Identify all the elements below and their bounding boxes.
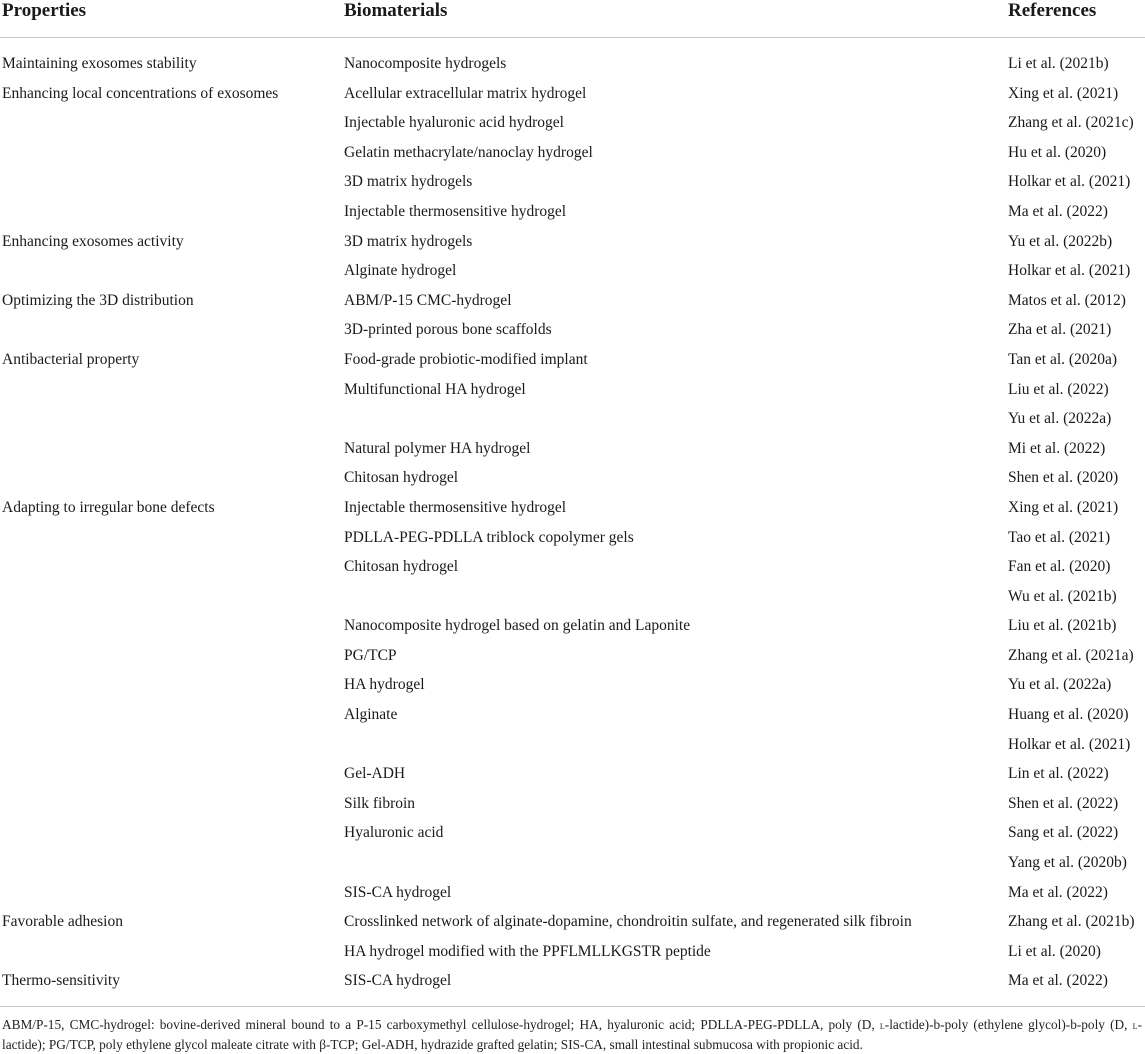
biomaterial-cell: HA hydrogel bbox=[344, 676, 425, 694]
biomaterial-cell: Alginate hydrogel bbox=[344, 262, 457, 280]
table-row bbox=[0, 583, 1145, 613]
table-row bbox=[0, 612, 1145, 642]
footnote-part-1: ABM/P-15, CMC-hydrogel: bovine-derived mineral bound to a P-15 carboxymethyl cellulose-hydrogel; HA, hyaluronic acid; PDLLA-PEG-PDLLA, poly (D, bbox=[2, 1017, 880, 1032]
table-row bbox=[0, 405, 1145, 435]
table-row bbox=[0, 790, 1145, 820]
biomaterial-cell: Alginate bbox=[344, 706, 398, 724]
table-row bbox=[0, 257, 1145, 287]
reference-cell: Zhang et al. (2021c) bbox=[1008, 114, 1134, 132]
biomaterial-cell: Multifunctional HA hydrogel bbox=[344, 380, 526, 398]
biomaterial-cell: Chitosan hydrogel bbox=[344, 469, 459, 487]
reference-cell: Xing et al. (2021) bbox=[1008, 498, 1119, 516]
reference-cell: Huang et al. (2020) bbox=[1008, 706, 1129, 724]
table-row bbox=[0, 464, 1145, 494]
biomaterial-cell: 3D matrix hydrogels bbox=[344, 232, 473, 250]
reference-cell: Holkar et al. (2021) bbox=[1008, 735, 1131, 753]
biomaterial-cell: Nanocomposite hydrogel based on gelatin and Laponite bbox=[344, 617, 691, 635]
reference-cell: Ma et al. (2022) bbox=[1008, 883, 1108, 901]
property-cell: Maintaining exosomes stability bbox=[2, 55, 197, 72]
biomaterial-cell: 3D matrix hydrogels bbox=[344, 173, 473, 191]
reference-cell: Wu et al. (2021b) bbox=[1008, 587, 1117, 605]
biomaterial-cell: Gelatin methacrylate/nanoclay hydrogel bbox=[344, 143, 593, 161]
reference-cell: Matos et al. (2012) bbox=[1008, 291, 1126, 309]
reference-cell: Mi et al. (2022) bbox=[1008, 439, 1106, 457]
reference-cell: Li et al. (2020) bbox=[1008, 942, 1101, 960]
table-row bbox=[0, 701, 1145, 731]
table-body bbox=[0, 50, 1145, 997]
biomaterial-cell: Food-grade probiotic-modified implant bbox=[344, 350, 588, 368]
biomaterial-cell: Injectable hyaluronic acid hydrogel bbox=[344, 114, 564, 132]
table-row bbox=[0, 376, 1145, 406]
table-row bbox=[0, 139, 1145, 169]
reference-cell: Yu et al. (2022a) bbox=[1008, 410, 1112, 428]
reference-cell: Hu et al. (2020) bbox=[1008, 143, 1107, 161]
biomaterial-cell: 3D-printed porous bone scaffolds bbox=[344, 321, 552, 339]
table-row bbox=[0, 198, 1145, 228]
reference-cell: Fan et al. (2020) bbox=[1008, 558, 1111, 576]
table-row bbox=[0, 731, 1145, 761]
table-row bbox=[0, 938, 1145, 968]
table-row bbox=[0, 109, 1145, 139]
reference-cell: Li et al. (2021b) bbox=[1008, 55, 1109, 72]
table-row bbox=[0, 819, 1145, 849]
header-properties: Properties bbox=[2, 0, 87, 21]
reference-cell: Yu et al. (2022b) bbox=[1008, 232, 1113, 250]
biomaterial-cell: SIS-CA hydrogel bbox=[344, 972, 452, 990]
reference-cell: Liu et al. (2022) bbox=[1008, 380, 1109, 398]
header-references: References bbox=[1008, 0, 1097, 21]
table-row bbox=[0, 168, 1145, 198]
reference-cell: Lin et al. (2022) bbox=[1008, 765, 1109, 783]
property-cell: Favorable adhesion bbox=[2, 913, 123, 931]
table-footnote bbox=[2, 1015, 1142, 1054]
reference-cell: Sang et al. (2022) bbox=[1008, 824, 1119, 842]
table-row bbox=[0, 760, 1145, 790]
reference-cell: Ma et al. (2022) bbox=[1008, 972, 1108, 990]
biomaterial-cell: ABM/P-15 CMC-hydrogel bbox=[344, 291, 512, 309]
reference-cell: Shen et al. (2020) bbox=[1008, 469, 1119, 487]
table-row bbox=[0, 228, 1145, 258]
reference-cell: Tao et al. (2021) bbox=[1008, 528, 1111, 546]
biomaterial-cell: Hyaluronic acid bbox=[344, 824, 444, 842]
biomaterial-cell: Injectable thermosensitive hydrogel bbox=[344, 498, 567, 516]
reference-cell: Zhang et al. (2021b) bbox=[1008, 913, 1135, 931]
biomaterial-cell: Gel-ADH bbox=[344, 765, 406, 783]
table-row bbox=[0, 524, 1145, 554]
table-bottom-rule bbox=[0, 1006, 1145, 1007]
reference-cell: Holkar et al. (2021) bbox=[1008, 173, 1131, 191]
footnote-part-2: -lactide)-b-poly (ethylene glycol)-b-poly (D, bbox=[884, 1017, 1133, 1032]
header-biomaterials: Biomaterials bbox=[344, 0, 448, 21]
reference-cell: Yang et al. (2020b) bbox=[1008, 854, 1127, 872]
table-row bbox=[0, 80, 1145, 110]
reference-cell: Zha et al. (2021) bbox=[1008, 321, 1112, 339]
table-row bbox=[0, 287, 1145, 317]
biomaterial-cell: Crosslinked network of alginate-dopamine, chondroitin sulfate, and regenerated silk fibroin bbox=[344, 913, 912, 931]
table-row bbox=[0, 642, 1145, 672]
property-cell: Thermo-sensitivity bbox=[2, 972, 120, 990]
property-cell: Enhancing local concentrations of exosomes bbox=[2, 84, 279, 102]
reference-cell: Holkar et al. (2021) bbox=[1008, 262, 1131, 280]
table-row bbox=[0, 967, 1145, 997]
table-row bbox=[0, 879, 1145, 909]
property-cell: Optimizing the 3D distribution bbox=[2, 291, 194, 309]
property-cell: Enhancing exosomes activity bbox=[2, 232, 184, 250]
table-row bbox=[0, 316, 1145, 346]
reference-cell: Shen et al. (2022) bbox=[1008, 794, 1119, 812]
reference-cell: Zhang et al. (2021a) bbox=[1008, 646, 1134, 664]
footnote-smallcaps-2: l bbox=[1132, 1018, 1138, 1032]
biomaterial-cell: Chitosan hydrogel bbox=[344, 558, 459, 576]
biomaterial-cell: PG/TCP bbox=[344, 646, 397, 664]
footnote-part-3: -lactide); PG/TCP, poly ethylene glycol maleate citrate with β-TCP; Gel-ADH, hydrazide grafted gelatin; SIS-CA, small intestinal submucosa with propionic acid. bbox=[2, 1017, 1142, 1052]
table-row bbox=[0, 435, 1145, 465]
table-row bbox=[0, 346, 1145, 376]
reference-cell: Liu et al. (2021b) bbox=[1008, 617, 1117, 635]
reference-cell: Tan et al. (2020a) bbox=[1008, 350, 1118, 368]
reference-cell: Ma et al. (2022) bbox=[1008, 202, 1108, 220]
biomaterial-cell: Injectable thermosensitive hydrogel bbox=[344, 202, 567, 220]
property-cell: Antibacterial property bbox=[2, 350, 140, 368]
biomaterial-cell: PDLLA-PEG-PDLLA triblock copolymer gels bbox=[344, 528, 634, 546]
reference-cell: Yu et al. (2022a) bbox=[1008, 676, 1112, 694]
reference-cell: Xing et al. (2021) bbox=[1008, 84, 1119, 102]
biomaterial-cell: SIS-CA hydrogel bbox=[344, 883, 452, 901]
biomaterial-cell: Nanocomposite hydrogels bbox=[344, 55, 507, 72]
property-cell: Adapting to irregular bone defects bbox=[2, 498, 215, 516]
table-row bbox=[0, 50, 1145, 80]
table-row bbox=[0, 671, 1145, 701]
table-row bbox=[0, 849, 1145, 879]
biomaterial-cell: Acellular extracellular matrix hydrogel bbox=[344, 84, 587, 102]
biomaterial-cell: Natural polymer HA hydrogel bbox=[344, 439, 531, 457]
biomaterial-cell: HA hydrogel modified with the PPFLMLLKGSTR peptide bbox=[344, 942, 711, 960]
table-row bbox=[0, 908, 1145, 938]
table-header bbox=[0, 0, 1145, 38]
table-row bbox=[0, 553, 1145, 583]
biomaterial-cell: Silk fibroin bbox=[344, 794, 416, 812]
footnote-smallcaps-1: l bbox=[879, 1018, 885, 1032]
table-row bbox=[0, 494, 1145, 524]
